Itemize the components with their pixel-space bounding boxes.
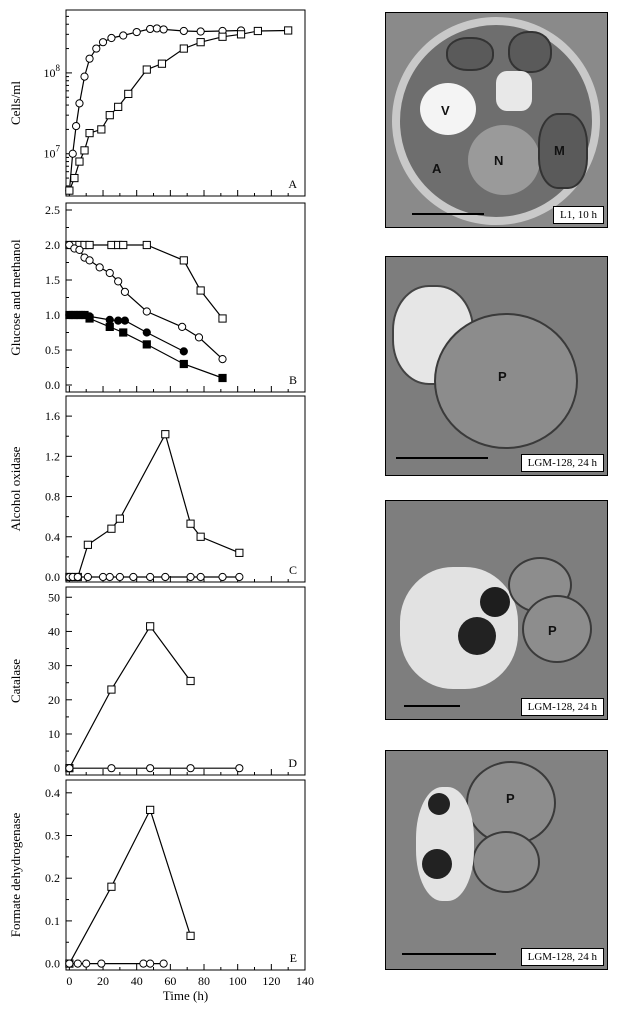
data-point xyxy=(187,520,194,527)
data-point xyxy=(237,31,244,38)
x-tick-label: 120 xyxy=(262,974,281,988)
peroxisome-2 xyxy=(472,831,540,893)
y-tick-label: 0.2 xyxy=(45,871,60,886)
data-point xyxy=(99,573,106,580)
x-tick-label: 100 xyxy=(228,974,247,988)
data-point xyxy=(160,26,167,33)
panel-letter: E xyxy=(289,951,297,965)
micrograph-3 xyxy=(385,500,608,720)
y-tick-label: 1.6 xyxy=(45,409,60,424)
data-point xyxy=(130,573,137,580)
data-point xyxy=(219,356,226,363)
label-peroxisome: P xyxy=(498,369,507,384)
data-point xyxy=(180,348,187,355)
data-point xyxy=(219,374,226,381)
y-axis-label: Catalase xyxy=(8,658,23,704)
y-tick-label: 0.4 xyxy=(45,785,60,800)
micrograph-2 xyxy=(385,256,608,476)
series-line xyxy=(69,810,190,964)
plot-frame xyxy=(66,396,305,582)
data-point xyxy=(106,269,113,276)
y-tick-label: 2.5 xyxy=(45,203,60,217)
data-point xyxy=(160,960,167,967)
y-tick-label: 40 xyxy=(48,624,60,639)
y-tick-label: 0.4 xyxy=(45,529,60,544)
chart-panel-E xyxy=(8,780,314,1003)
data-point xyxy=(140,960,147,967)
data-point xyxy=(195,334,202,341)
data-point xyxy=(187,573,194,580)
label-other: A xyxy=(432,161,442,176)
data-point xyxy=(219,33,226,40)
scale-bar xyxy=(412,213,484,215)
y-axis-label: Formate dehydrogenase xyxy=(8,812,23,938)
data-point xyxy=(147,623,154,630)
data-point xyxy=(197,28,204,35)
series-open-circle xyxy=(66,573,243,580)
data-point xyxy=(74,960,81,967)
data-point xyxy=(106,316,113,323)
data-point xyxy=(115,103,122,110)
y-tick-label: $10^7$ xyxy=(43,143,60,161)
data-point xyxy=(108,241,115,248)
chart-panel-D xyxy=(8,587,305,775)
data-point xyxy=(66,960,73,967)
data-point xyxy=(120,241,127,248)
data-point xyxy=(121,317,128,324)
data-point xyxy=(180,27,187,34)
panel-letter: A xyxy=(288,177,297,191)
x-tick-label: 60 xyxy=(164,974,177,988)
series-open-circle xyxy=(66,25,245,194)
plot-frame xyxy=(66,780,305,970)
data-point xyxy=(147,25,154,32)
data-point xyxy=(147,573,154,580)
label-nucleus: N xyxy=(494,153,504,168)
y-tick-label: 0 xyxy=(54,761,60,776)
micrograph-label: LGM-128, 24 h xyxy=(521,948,604,966)
y-axis-label: Alcohol oxidase xyxy=(8,446,23,532)
micrograph-label: LGM-128, 24 h xyxy=(521,454,604,472)
data-point xyxy=(158,60,165,67)
data-point xyxy=(81,73,88,80)
y-tick-label: $10^8$ xyxy=(43,62,60,80)
data-point xyxy=(108,765,115,772)
data-point xyxy=(254,27,261,34)
micrograph-label: L1, 10 h xyxy=(553,206,604,224)
y-tick-label: 0.0 xyxy=(45,378,60,392)
data-point xyxy=(120,329,127,336)
data-point xyxy=(197,533,204,540)
x-tick-label: 80 xyxy=(198,974,211,988)
data-point xyxy=(115,317,122,324)
data-point xyxy=(236,573,243,580)
y-tick-exponent: 8 xyxy=(55,62,60,73)
label-peroxisome: P xyxy=(548,623,557,638)
data-point xyxy=(162,431,169,438)
y-tick-label: 30 xyxy=(48,658,60,673)
y-tick-label: 0.3 xyxy=(45,828,60,843)
y-tick-label: 1.5 xyxy=(45,273,60,287)
x-axis-label: Time (h) xyxy=(162,988,209,1003)
chart-panel-C xyxy=(8,396,305,584)
data-point xyxy=(143,66,150,73)
data-point xyxy=(84,573,91,580)
data-point xyxy=(285,27,292,34)
y-tick-label: 0.5 xyxy=(45,343,60,357)
data-point xyxy=(83,960,90,967)
data-point xyxy=(116,573,123,580)
series-line xyxy=(69,245,222,319)
nucleus xyxy=(468,125,540,195)
data-point xyxy=(81,147,88,154)
data-point xyxy=(96,264,103,271)
data-point xyxy=(219,315,226,322)
data-point xyxy=(86,129,93,136)
label-peroxisome: P xyxy=(506,791,515,806)
y-tick-label: 1.0 xyxy=(45,308,60,322)
series-line xyxy=(69,28,241,190)
data-point xyxy=(180,45,187,52)
data-point xyxy=(147,960,154,967)
dense-granule-1 xyxy=(480,587,510,617)
data-point xyxy=(98,126,105,133)
data-point xyxy=(93,45,100,52)
data-point xyxy=(69,150,76,157)
scale-bar xyxy=(404,705,460,707)
y-tick-label: 10 xyxy=(48,726,60,741)
y-tick-label: 20 xyxy=(48,692,60,707)
data-point xyxy=(219,573,226,580)
data-point xyxy=(162,573,169,580)
micrograph-4 xyxy=(385,750,608,970)
data-point xyxy=(72,122,79,129)
mitochondrion-3 xyxy=(508,31,552,73)
series-line xyxy=(69,31,288,191)
series-open-square xyxy=(66,27,292,194)
panel-letter: D xyxy=(288,756,297,770)
y-tick-label: 0.0 xyxy=(45,956,60,971)
series-line xyxy=(69,434,239,577)
micrograph-1 xyxy=(385,12,608,228)
dense-granule-2 xyxy=(458,617,496,655)
data-point xyxy=(106,323,113,330)
peroxisome-2 xyxy=(522,595,592,663)
data-point xyxy=(99,39,106,46)
x-tick-label: 0 xyxy=(66,974,73,988)
panel-letter: C xyxy=(288,563,297,577)
series-open-circle xyxy=(66,765,243,772)
y-axis-label: Glucose and methanol xyxy=(8,239,23,356)
data-point xyxy=(125,90,132,97)
x-tick-label: 140 xyxy=(296,974,314,988)
data-point xyxy=(179,323,186,330)
series-filled-square xyxy=(66,311,226,381)
data-point xyxy=(71,174,78,181)
y-tick-label: 2.0 xyxy=(45,238,60,252)
data-point xyxy=(133,28,140,35)
data-point xyxy=(115,278,122,285)
data-point xyxy=(76,100,83,107)
plot-frame xyxy=(66,587,305,775)
y-tick-label: 0.1 xyxy=(45,913,60,928)
label-vacuole: V xyxy=(441,103,450,118)
data-point xyxy=(153,25,160,32)
data-point xyxy=(86,315,93,322)
y-axis-label: Cells/ml xyxy=(8,80,23,126)
data-point xyxy=(108,883,115,890)
panel-letter: B xyxy=(288,373,297,387)
x-tick-label: 40 xyxy=(130,974,143,988)
data-point xyxy=(143,341,150,348)
data-point xyxy=(143,329,150,336)
data-point xyxy=(121,288,128,295)
data-point xyxy=(108,34,115,41)
data-point xyxy=(108,686,115,693)
data-point xyxy=(120,32,127,39)
data-point xyxy=(98,960,105,967)
scale-bar xyxy=(402,953,496,955)
chart-panel-A xyxy=(8,10,305,196)
dense-granule-2 xyxy=(422,849,452,879)
data-point xyxy=(236,765,243,772)
bright-patch xyxy=(496,71,532,111)
data-point xyxy=(147,806,154,813)
data-point xyxy=(106,112,113,119)
series-open-circle xyxy=(66,960,167,967)
data-point xyxy=(86,241,93,248)
data-point xyxy=(86,55,93,62)
micrograph-label: LGM-128, 24 h xyxy=(521,698,604,716)
data-point xyxy=(74,573,81,580)
data-point xyxy=(187,932,194,939)
data-point xyxy=(66,187,73,194)
y-tick-label: 50 xyxy=(48,590,60,605)
mitochondrion-2 xyxy=(446,37,494,71)
data-point xyxy=(197,39,204,46)
dense-granule-1 xyxy=(428,793,450,815)
series-line xyxy=(69,626,190,768)
data-point xyxy=(236,549,243,556)
label-mitochondrion: M xyxy=(554,143,565,158)
data-point xyxy=(76,158,83,165)
data-point xyxy=(84,541,91,548)
data-point xyxy=(86,257,93,264)
y-tick-label: 1.2 xyxy=(45,449,60,464)
series-open-square xyxy=(66,806,194,967)
data-point xyxy=(197,287,204,294)
series-open-square xyxy=(66,431,243,581)
x-tick-label: 20 xyxy=(97,974,110,988)
plot-frame xyxy=(66,10,305,196)
data-point xyxy=(187,677,194,684)
data-point xyxy=(143,308,150,315)
data-point xyxy=(180,257,187,264)
scale-bar xyxy=(396,457,488,459)
data-point xyxy=(187,765,194,772)
y-tick-exponent: 7 xyxy=(55,143,60,154)
data-point xyxy=(116,515,123,522)
data-point xyxy=(143,241,150,248)
chart-panel-B xyxy=(8,203,305,392)
data-point xyxy=(106,573,113,580)
data-point xyxy=(108,525,115,532)
data-point xyxy=(147,765,154,772)
y-tick-label: 0.8 xyxy=(45,489,60,504)
data-point xyxy=(76,246,83,253)
y-tick-label: 0.0 xyxy=(45,569,60,584)
data-point xyxy=(197,573,204,580)
data-point xyxy=(66,765,73,772)
data-point xyxy=(180,360,187,367)
series-open-square xyxy=(66,623,194,772)
